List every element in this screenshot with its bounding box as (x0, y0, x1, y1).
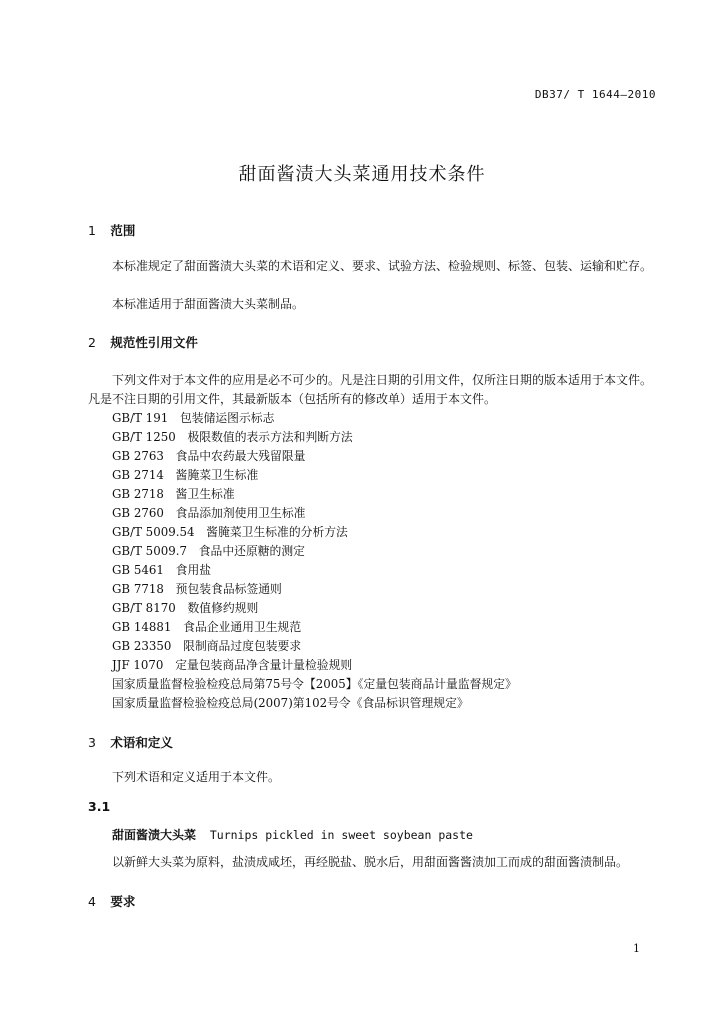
reference-item: GB 7718 预包装食品标签通则 (112, 582, 282, 596)
term-entry (112, 826, 473, 843)
section-1-paragraph-2: 本标准适用于甜面酱渍大头菜制品。 (112, 297, 305, 311)
subsection-3-1-number (88, 799, 110, 814)
reference-item: GB 5461 食用盐 (112, 563, 212, 577)
section-4-heading (88, 892, 135, 910)
reference-item: GB/T 191 包装储运图示标志 (112, 411, 275, 425)
normative-references-list (112, 409, 517, 713)
section-number: 3 (88, 735, 96, 750)
section-3-heading (88, 733, 173, 751)
section-2-paragraph-1: 下列文件对于本文件的应用是必不可少的。凡是注日期的引用文件，仅所注日期的版本适用于本文件。凡是不注日期的引用文件，其最新版本（包括所有的修改单）适用于本文件。 (88, 373, 653, 406)
section-title: 要求 (110, 894, 136, 909)
reference-item: GB 14881 食品企业通用卫生规范 (112, 620, 302, 634)
reference-item: GB 2760 食品添加剂使用卫生标准 (112, 506, 306, 520)
section-title: 规范性引用文件 (110, 335, 198, 350)
reference-item: 国家质量监督检验检疫总局第75号令【2005】《定量包装商品计量监督规定》 (112, 677, 517, 691)
term-definition: 以新鲜大头菜为原料，盐渍成咸坯，再经脱盐、脱水后，用甜面酱酱渍加工而成的甜面酱渍制品。 (112, 855, 629, 869)
reference-item: GB/T 8170 数值修约规则 (112, 601, 259, 615)
subsection-number: 3.1 (88, 799, 111, 814)
reference-item: 国家质量监督检验检疫总局(2007)第102号令《食品标识管理规定》 (112, 696, 469, 710)
standard-code: DB37/ T 1644—2010 (534, 88, 656, 101)
reference-item: GB/T 1250 极限数值的表示方法和判断方法 (112, 430, 353, 444)
section-number: 1 (88, 223, 96, 238)
reference-item: JJF 1070 定量包装商品净含量计量检验规则 (112, 658, 353, 672)
section-1-paragraph-1: 本标准规定了甜面酱渍大头菜的术语和定义、要求、试验方法、检验规则、标签、包装、运输和贮存。 (112, 259, 653, 273)
term-english: Turnips pickled in sweet soybean paste (209, 828, 473, 842)
reference-item: GB 2763 食品中农药最大残留限量 (112, 449, 306, 463)
section-3-paragraph-1: 下列术语和定义适用于本文件。 (112, 770, 281, 784)
section-1-heading (88, 221, 135, 239)
term-chinese: 甜面酱渍大头菜 (112, 828, 197, 842)
reference-item: GB 2714 酱腌菜卫生标准 (112, 468, 259, 482)
reference-item: GB 23350 限制商品过度包装要求 (112, 639, 302, 653)
section-title: 术语和定义 (110, 735, 173, 750)
section-2-heading (88, 333, 198, 351)
section-title: 范围 (110, 223, 136, 238)
reference-item: GB/T 5009.7 食品中还原糖的测定 (112, 544, 305, 558)
reference-item: GB 2718 酱卫生标准 (112, 487, 235, 501)
reference-item: GB/T 5009.54 酱腌菜卫生标准的分析方法 (112, 525, 348, 539)
section-number: 4 (88, 894, 96, 909)
section-number: 2 (88, 335, 96, 350)
document-title: 甜面酱渍大头菜通用技术条件 (238, 164, 486, 185)
page-number: 1 (633, 942, 640, 955)
